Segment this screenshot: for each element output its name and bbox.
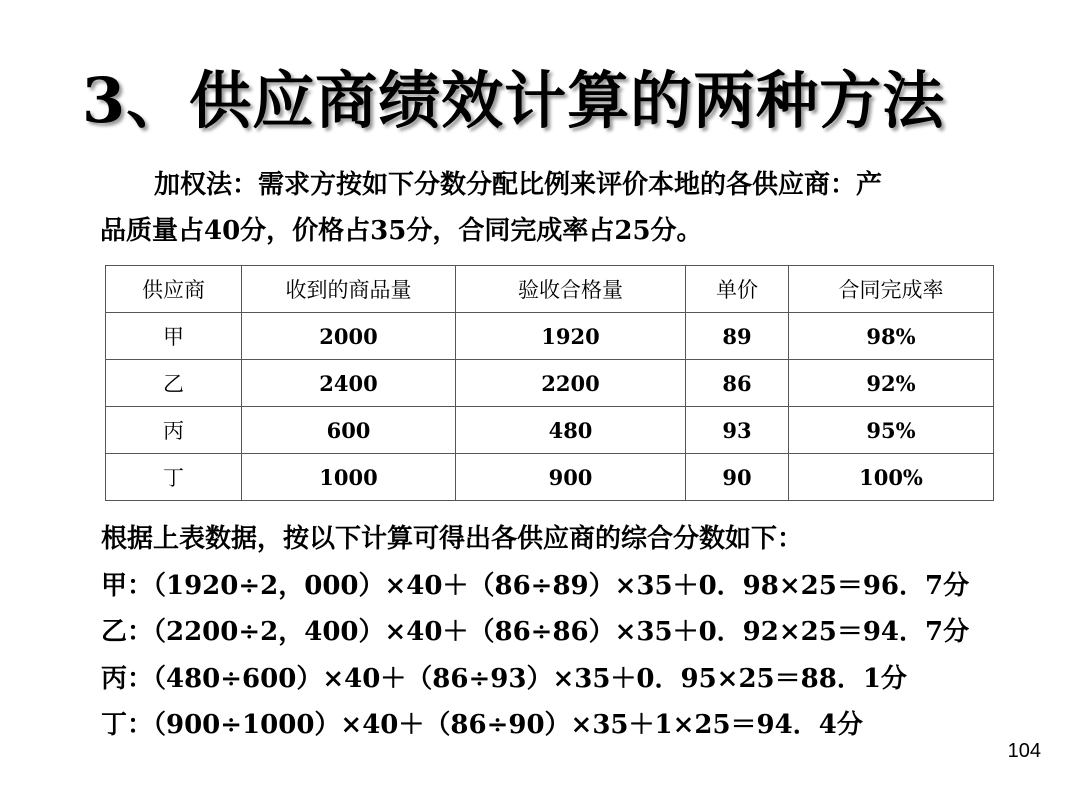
calculation-section <box>101 516 1041 749</box>
table-header-row <box>106 266 994 313</box>
cell-supplier: 甲 <box>106 313 242 360</box>
page-number: 104 <box>1007 740 1041 762</box>
cell-received-qty: 600 <box>242 407 456 454</box>
calc-line-jia: 甲：（1920÷2，000）×40＋（86÷89）×35＋0．98×25＝96．7分 <box>101 570 970 601</box>
intro-paragraph <box>100 162 1010 254</box>
calc-intro: 根据上表数据，按以下计算可得出各供应商的综合分数如下： <box>101 524 804 554</box>
cell-supplier: 丁 <box>106 454 242 501</box>
cell-unit-price: 93 <box>686 407 789 454</box>
cell-accepted-qty: 2200 <box>456 360 686 407</box>
cell-accepted-qty: 1920 <box>456 313 686 360</box>
calc-line-yi: 乙：（2200÷2，400）×40＋（86÷86）×35＋0．92×25＝94．7分 <box>101 617 970 647</box>
cell-received-qty: 1000 <box>242 454 456 501</box>
calc-line-bing: 丙：（480÷600）×40＋（86÷93）×35＋0．95×25＝88．1分 <box>101 663 907 694</box>
header-accepted-qty: 验收合格量 <box>456 266 686 313</box>
cell-completion-rate: 95% <box>789 407 994 454</box>
table-row <box>106 407 994 454</box>
intro-line-1: 加权法：需求方按如下分数分配比例来评价本地的各供应商：产 <box>154 170 883 200</box>
cell-received-qty: 2000 <box>242 313 456 360</box>
supplier-table <box>105 265 994 501</box>
cell-received-qty: 2400 <box>242 360 456 407</box>
cell-accepted-qty: 480 <box>456 407 686 454</box>
header-unit-price: 单价 <box>686 266 789 313</box>
cell-completion-rate: 98% <box>789 313 994 360</box>
header-received-qty: 收到的商品量 <box>242 266 456 313</box>
calc-line-ding: 丁：（900÷1000）×40＋（86÷90）×35＋1×25＝94．4分 <box>101 710 863 740</box>
header-supplier: 供应商 <box>106 266 242 313</box>
cell-unit-price: 90 <box>686 454 789 501</box>
slide-title: 3、供应商绩效计算的两种方法 <box>82 64 946 137</box>
cell-supplier: 丙 <box>106 407 242 454</box>
cell-accepted-qty: 900 <box>456 454 686 501</box>
cell-supplier: 乙 <box>106 360 242 407</box>
cell-completion-rate: 100% <box>789 454 994 501</box>
cell-completion-rate: 92% <box>789 360 994 407</box>
header-completion-rate: 合同完成率 <box>789 266 994 313</box>
table-row <box>106 313 994 360</box>
cell-unit-price: 86 <box>686 360 789 407</box>
table-row <box>106 360 994 407</box>
cell-unit-price: 89 <box>686 313 789 360</box>
intro-line-2: 品质量占40分，价格占35分，合同完成率占25分。 <box>100 216 703 246</box>
table-row <box>106 454 994 501</box>
